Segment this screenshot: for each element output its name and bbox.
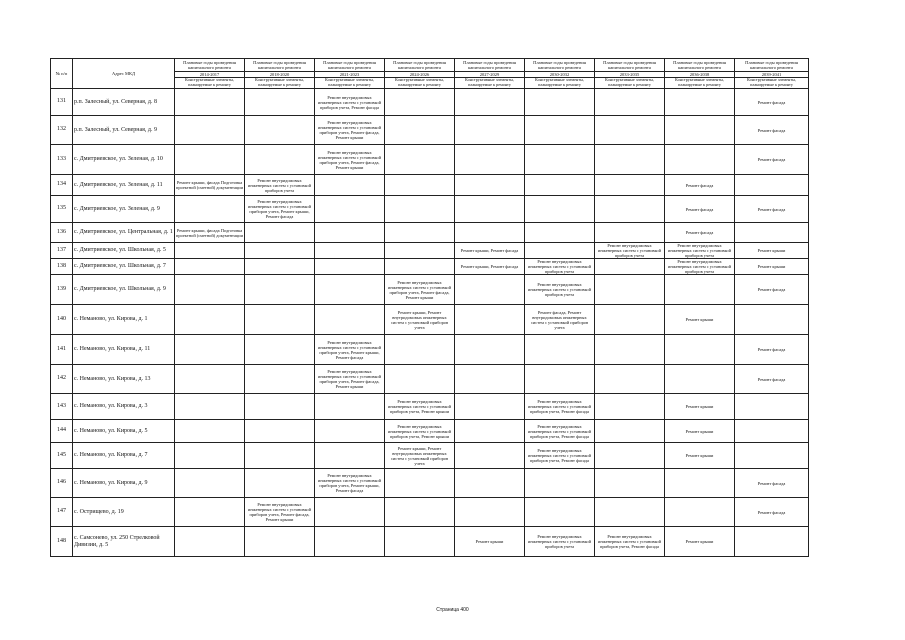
work-cell: [315, 420, 385, 443]
work-cell: Ремонт внутридомовых инженерных систем с установкой приборов учета: [245, 175, 315, 196]
work-cell: [595, 305, 665, 335]
work-cell: [595, 394, 665, 420]
work-cell: [595, 335, 665, 365]
work-cell: [455, 394, 525, 420]
row-address: с. Острищево, д. 19: [73, 498, 175, 527]
work-cell: Ремонт крыши, фасада Подготовка проектной (сметной) документации: [175, 223, 245, 243]
table-body: [51, 89, 809, 557]
work-cell: [735, 443, 809, 469]
work-cell: [245, 394, 315, 420]
work-cell: Ремонт внутридомовых инженерных систем с установкой приборов учета, Ремонт крыши, Ремонт фасада: [315, 469, 385, 498]
page-number: Страница 400: [436, 607, 469, 613]
header-elements: Конструктивные элементы, планируемые к ремонту: [245, 78, 315, 89]
work-cell: Ремонт внутридомовых инженерных систем с установкой приборов учета: [525, 527, 595, 557]
work-cell: [455, 469, 525, 498]
work-cell: Ремонт фасада: [735, 469, 809, 498]
work-cell: [175, 259, 245, 275]
work-cell: [245, 365, 315, 394]
work-cell: Ремонт внутридомовых инженерных систем с установкой приборов учета, Ремонт фасада, Ремонт крыши: [245, 498, 315, 527]
work-cell: [385, 243, 455, 259]
work-cell: Ремонт внутридомовых инженерных систем с установкой приборов учета: [665, 243, 735, 259]
work-cell: Ремонт фасада: [735, 196, 809, 223]
work-cell: [385, 196, 455, 223]
work-cell: [525, 175, 595, 196]
row-address: с. Неманово, ул. Кирова, д. 11: [73, 335, 175, 365]
work-cell: [175, 443, 245, 469]
row-address: с. Дмитриевское, ул. Школьная, д. 5: [73, 243, 175, 259]
header-elements: Конструктивные элементы, планируемые к ремонту: [665, 78, 735, 89]
work-cell: [175, 89, 245, 116]
work-cell: [175, 365, 245, 394]
work-cell: [665, 335, 735, 365]
table-row: [51, 145, 809, 175]
row-address: с. Неманово, ул. Кирова, д. 3: [73, 394, 175, 420]
header-period-title: Плановые годы проведения капитального ремонта: [525, 59, 595, 72]
header-years: 2018-2020: [245, 72, 315, 78]
row-address: с. Неманово, ул. Кирова, д. 9: [73, 469, 175, 498]
work-cell: [455, 196, 525, 223]
header-years: 2036-2038: [665, 72, 735, 78]
table-row: [51, 498, 809, 527]
row-address: с. Неманово, ул. Кирова, д. 13: [73, 365, 175, 394]
work-cell: [315, 305, 385, 335]
work-cell: Ремонт внутридомовых инженерных систем с установкой приборов учета, Ремонт фасада, Ремонт крыши: [315, 116, 385, 145]
work-cell: [665, 469, 735, 498]
header-elements: Конструктивные элементы, планируемые к ремонту: [595, 78, 665, 89]
row-address: с. Дмитриевское, ул. Школьная, д. 9: [73, 275, 175, 305]
table-row: [51, 196, 809, 223]
work-cell: [245, 527, 315, 557]
work-cell: [385, 527, 455, 557]
row-number: 132: [51, 116, 73, 145]
header-years: 2033-2035: [595, 72, 665, 78]
row-number: 147: [51, 498, 73, 527]
work-cell: [595, 498, 665, 527]
work-cell: Ремонт крыши: [665, 443, 735, 469]
work-cell: Ремонт крыши, Ремонт внутридомовых инженерных систем с установкой приборов учета: [385, 443, 455, 469]
work-cell: [455, 175, 525, 196]
work-cell: [525, 498, 595, 527]
header-period-title: Плановые годы проведения капитального ремонта: [665, 59, 735, 72]
row-address: с. Неманово, ул. Кирова, д. 1: [73, 305, 175, 335]
work-cell: [385, 365, 455, 394]
header-elements: Конструктивные элементы, планируемые к ремонту: [735, 78, 809, 89]
work-cell: Ремонт внутридомовых инженерных систем с установкой приборов учета: [525, 275, 595, 305]
work-cell: [455, 443, 525, 469]
work-cell: Ремонт внутридомовых инженерных систем с установкой приборов учета, Ремонт фасада: [525, 443, 595, 469]
work-cell: [525, 196, 595, 223]
work-cell: [175, 116, 245, 145]
work-cell: [595, 259, 665, 275]
work-cell: Ремонт фасада: [735, 116, 809, 145]
work-cell: [385, 498, 455, 527]
work-cell: [245, 116, 315, 145]
work-cell: [175, 196, 245, 223]
work-cell: [175, 335, 245, 365]
header-period-title: Плановые годы проведения капитального ремонта: [315, 59, 385, 72]
work-cell: [245, 145, 315, 175]
table-row: [51, 175, 809, 196]
header-years: 2024-2026: [385, 72, 455, 78]
row-address: с. Дмитриевское, ул. Центральная, д. 1: [73, 223, 175, 243]
work-cell: [315, 175, 385, 196]
work-cell: [245, 259, 315, 275]
work-cell: [595, 469, 665, 498]
work-cell: Ремонт фасада, Ремонт внутридомовых инженерных систем с установкой приборов учета: [525, 305, 595, 335]
work-cell: [595, 275, 665, 305]
work-cell: [315, 443, 385, 469]
row-number: 138: [51, 259, 73, 275]
work-cell: [525, 223, 595, 243]
work-cell: Ремонт крыши, Ремонт внутридомовых инженерных систем с установкой приборов учета: [385, 305, 455, 335]
work-cell: [595, 89, 665, 116]
work-cell: Ремонт крыши: [735, 259, 809, 275]
work-cell: [385, 89, 455, 116]
table-row: [51, 305, 809, 335]
row-number: 146: [51, 469, 73, 498]
work-cell: Ремонт внутридомовых инженерных систем с установкой приборов учета, Ремонт крыши: [385, 420, 455, 443]
work-cell: [735, 527, 809, 557]
work-cell: [595, 223, 665, 243]
work-cell: [385, 223, 455, 243]
table-row: [51, 394, 809, 420]
work-cell: [455, 89, 525, 116]
work-cell: Ремонт фасада: [735, 145, 809, 175]
work-cell: [245, 469, 315, 498]
work-cell: [735, 394, 809, 420]
work-cell: [315, 527, 385, 557]
row-address: с. Дмитриевское, ул. Зеленая, д. 10: [73, 145, 175, 175]
row-address: с. Неманово, ул. Кирова, д. 7: [73, 443, 175, 469]
work-cell: Ремонт внутридомовых инженерных систем с установкой приборов учета: [595, 243, 665, 259]
work-cell: [735, 305, 809, 335]
work-cell: [245, 243, 315, 259]
work-cell: [665, 145, 735, 175]
work-cell: [665, 275, 735, 305]
row-address: с. Дмитриевское, ул. Зеленая, д. 9: [73, 196, 175, 223]
header-address: Адрес МКД: [73, 59, 175, 89]
work-cell: [525, 116, 595, 145]
work-cell: [455, 145, 525, 175]
work-cell: [175, 243, 245, 259]
work-cell: [595, 175, 665, 196]
row-address: с. Дмитриевское, ул. Школьная, д. 7: [73, 259, 175, 275]
work-cell: [385, 469, 455, 498]
row-address: с. Самсонево, ул. 250 Стрелковой Дивизии, д. 5: [73, 527, 175, 557]
work-cell: Ремонт внутридомовых инженерных систем с установкой приборов учета, Ремонт фасада, Ремонт крыши: [315, 365, 385, 394]
work-cell: [245, 305, 315, 335]
work-cell: [455, 420, 525, 443]
work-cell: [245, 223, 315, 243]
work-cell: [175, 420, 245, 443]
work-cell: Ремонт крыши: [665, 394, 735, 420]
work-cell: [245, 89, 315, 116]
table-row: [51, 335, 809, 365]
row-number: 134: [51, 175, 73, 196]
header-years: 2027-2029: [455, 72, 525, 78]
work-cell: [455, 223, 525, 243]
row-address: р.п. Залесный, ул. Северная, д. 9: [73, 116, 175, 145]
work-cell: Ремонт внутридомовых инженерных систем с установкой приборов учета, Ремонт фасада: [315, 89, 385, 116]
work-cell: Ремонт внутридомовых инженерных систем с установкой приборов учета, Ремонт крыши, Ремонт фасада: [245, 196, 315, 223]
work-cell: [315, 275, 385, 305]
work-cell: [735, 175, 809, 196]
header-years: 2030-2032: [525, 72, 595, 78]
header-period-title: Плановые годы проведения капитального ремонта: [385, 59, 455, 72]
work-cell: [525, 89, 595, 116]
work-cell: Ремонт внутридомовых инженерных систем с установкой приборов учета: [525, 259, 595, 275]
header-years: 2014-2017: [175, 72, 245, 78]
table-row: [51, 443, 809, 469]
row-number: 133: [51, 145, 73, 175]
row-number: 145: [51, 443, 73, 469]
work-cell: Ремонт внутридомовых инженерных систем с установкой приборов учета, Ремонт фасада: [525, 420, 595, 443]
work-cell: Ремонт внутридомовых инженерных систем с установкой приборов учета, Ремонт фасада, Ремонт крыши: [315, 145, 385, 175]
work-cell: Ремонт фасада: [735, 498, 809, 527]
work-cell: [665, 116, 735, 145]
work-cell: [455, 275, 525, 305]
table-row: [51, 116, 809, 145]
header-period-title: Плановые годы проведения капитального ремонта: [175, 59, 245, 72]
work-cell: [525, 469, 595, 498]
work-cell: [175, 275, 245, 305]
row-number: 142: [51, 365, 73, 394]
work-cell: Ремонт крыши: [665, 527, 735, 557]
work-cell: [525, 365, 595, 394]
work-cell: [455, 498, 525, 527]
work-cell: [455, 335, 525, 365]
work-cell: Ремонт крыши, Ремонт фасада: [455, 243, 525, 259]
row-number: 137: [51, 243, 73, 259]
work-cell: [595, 116, 665, 145]
row-address: с. Дмитриевское, ул. Зеленая, д. 11: [73, 175, 175, 196]
work-cell: Ремонт фасада: [735, 275, 809, 305]
work-cell: Ремонт крыши, фасада Подготовка проектной (сметной) документации: [175, 175, 245, 196]
row-number: 135: [51, 196, 73, 223]
work-cell: Ремонт внутридомовых инженерных систем с установкой приборов учета, Ремонт фасада: [595, 527, 665, 557]
work-cell: [385, 335, 455, 365]
work-cell: [175, 305, 245, 335]
row-number: 131: [51, 89, 73, 116]
work-cell: [455, 116, 525, 145]
header-elements: Конструктивные элементы, планируемые к ремонту: [315, 78, 385, 89]
work-cell: Ремонт крыши: [735, 243, 809, 259]
table-row: [51, 223, 809, 243]
header-elements: Конструктивные элементы, планируемые к ремонту: [455, 78, 525, 89]
table-row: [51, 89, 809, 116]
work-cell: [175, 498, 245, 527]
header-period-title: Плановые годы проведения капитального ремонта: [245, 59, 315, 72]
header-elements: Конструктивные элементы, планируемые к ремонту: [385, 78, 455, 89]
work-cell: [245, 420, 315, 443]
work-cell: [595, 365, 665, 394]
work-cell: Ремонт крыши: [455, 527, 525, 557]
header-elements: Конструктивные элементы, планируемые к ремонту: [525, 78, 595, 89]
work-cell: [455, 365, 525, 394]
work-cell: Ремонт внутридомовых инженерных систем с установкой приборов учета, Ремонт крыши, Ремонт фасада: [315, 335, 385, 365]
work-cell: Ремонт фасада: [665, 175, 735, 196]
work-cell: Ремонт фасада: [735, 365, 809, 394]
work-cell: Ремонт крыши: [665, 420, 735, 443]
row-number: 143: [51, 394, 73, 420]
work-cell: [665, 89, 735, 116]
table-row: [51, 275, 809, 305]
row-number: 140: [51, 305, 73, 335]
work-cell: Ремонт внутридомовых инженерных систем с установкой приборов учета, Ремонт крыши: [385, 394, 455, 420]
work-cell: [245, 443, 315, 469]
table-row: [51, 420, 809, 443]
work-cell: [665, 498, 735, 527]
work-cell: [665, 365, 735, 394]
work-cell: Ремонт внутридомовых инженерных систем с установкой приборов учета, Ремонт фасада, Ремонт крыши: [385, 275, 455, 305]
work-cell: [455, 305, 525, 335]
work-cell: [315, 498, 385, 527]
header-years: 2039-2041: [735, 72, 809, 78]
row-number: 136: [51, 223, 73, 243]
work-cell: [245, 335, 315, 365]
work-cell: [595, 443, 665, 469]
table-header: [51, 59, 809, 89]
table-row: [51, 527, 809, 557]
work-cell: [595, 145, 665, 175]
row-number: 139: [51, 275, 73, 305]
table-row: [51, 243, 809, 259]
work-cell: [525, 243, 595, 259]
work-cell: Ремонт фасада: [665, 196, 735, 223]
header-period-title: Плановые годы проведения капитального ремонта: [595, 59, 665, 72]
work-cell: [175, 394, 245, 420]
work-cell: [385, 145, 455, 175]
table-row: [51, 469, 809, 498]
work-cell: [315, 394, 385, 420]
repair-schedule-table: [50, 58, 809, 557]
row-address: с. Неманово, ул. Кирова, д. 5: [73, 420, 175, 443]
work-cell: [245, 275, 315, 305]
work-cell: Ремонт фасада: [735, 335, 809, 365]
work-cell: Ремонт внутридомовых инженерных систем с установкой приборов учета: [665, 259, 735, 275]
work-cell: [385, 175, 455, 196]
row-number: 144: [51, 420, 73, 443]
work-cell: [315, 196, 385, 223]
table-row: [51, 365, 809, 394]
work-cell: [315, 259, 385, 275]
work-cell: [525, 335, 595, 365]
work-cell: [175, 469, 245, 498]
header-num: № п/п: [51, 59, 73, 89]
work-cell: [175, 145, 245, 175]
work-cell: [735, 420, 809, 443]
work-cell: [595, 196, 665, 223]
header-period-title: Плановые годы проведения капитального ремонта: [735, 59, 809, 72]
work-cell: [525, 145, 595, 175]
work-cell: [735, 223, 809, 243]
work-cell: Ремонт фасада: [665, 223, 735, 243]
work-cell: [595, 420, 665, 443]
work-cell: [315, 243, 385, 259]
table-row: [51, 259, 809, 275]
row-address: р.п. Залесный, ул. Северная, д. 8: [73, 89, 175, 116]
header-period-title: Плановые годы проведения капитального ремонта: [455, 59, 525, 72]
row-number: 148: [51, 527, 73, 557]
work-cell: [385, 259, 455, 275]
work-cell: [175, 527, 245, 557]
header-elements: Конструктивные элементы, планируемые к ремонту: [175, 78, 245, 89]
work-cell: Ремонт крыши: [665, 305, 735, 335]
work-cell: Ремонт крыши, Ремонт фасада: [455, 259, 525, 275]
work-cell: [315, 223, 385, 243]
row-number: 141: [51, 335, 73, 365]
work-cell: [385, 116, 455, 145]
header-years: 2021-2023: [315, 72, 385, 78]
work-cell: Ремонт внутридомовых инженерных систем с установкой приборов учета, Ремонт фасада: [525, 394, 595, 420]
work-cell: Ремонт фасада: [735, 89, 809, 116]
